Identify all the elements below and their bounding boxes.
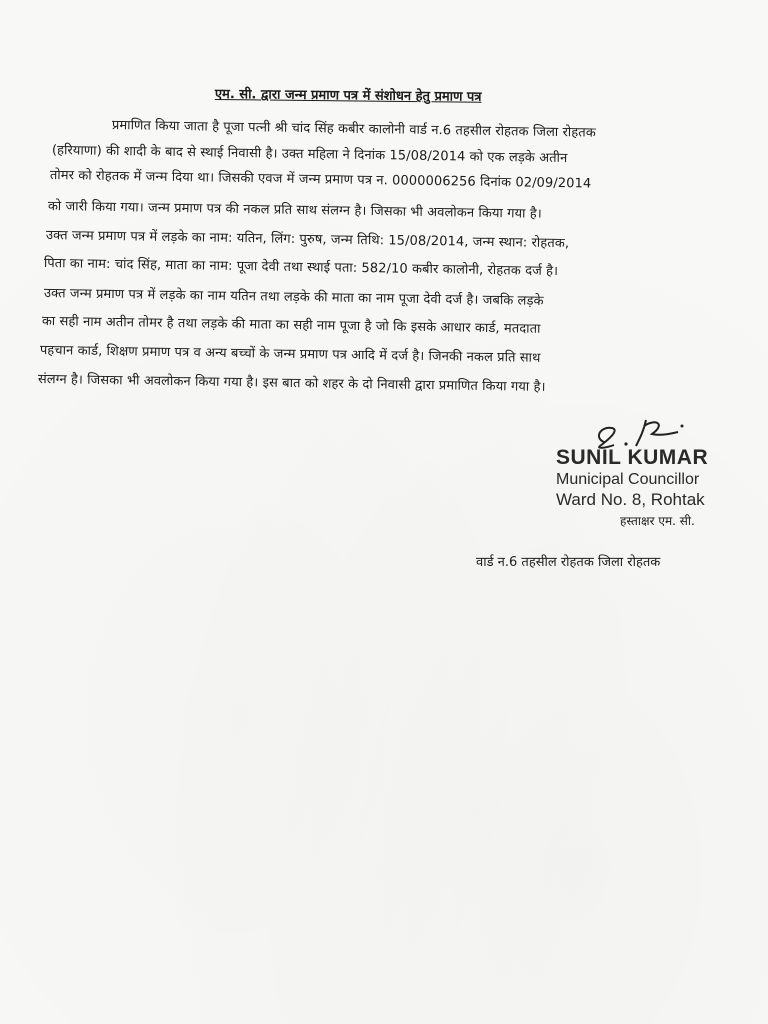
body-line-10: संलग्न है। जिसका भी अवलोकन किया गया है। इस बात को शहर के दो निवासी द्वारा प्रमाणित किया गया है। [37, 372, 546, 395]
stamp-role: Municipal Councillor [556, 471, 700, 488]
address-line: वार्ड न.6 तहसील रोहतक जिला रोहतक [476, 555, 661, 570]
body-line-5: उक्त जन्म प्रमाण पत्र में लड़के का नाम: यतिन, लिंग: पुरुष, जन्म तिथि: 15/08/2014, जन्म स्थान: रोहतक, [45, 228, 570, 252]
councillor-stamp [556, 446, 736, 510]
signature-label: हस्ताक्षर एम. सी. [620, 514, 695, 528]
document-title: एम. सी. द्वारा जन्म प्रमाण पत्र में संशोधन हेतु प्रमाण पत्र [214, 86, 482, 105]
stamp-ward: Ward No. 8, Rohtak [556, 490, 705, 509]
body-line-7: उक्त जन्म प्रमाण पत्र में लड़के का नाम यतिन तथा लड़के की माता का नाम पूजा देवी दर्ज है। जबकि लड़के [43, 286, 544, 309]
body-line-9: पहचान कार्ड, शिक्षण प्रमाण पत्र व अन्य बच्चों के जन्म प्रमाण पत्र आदि में दर्ज है। जिनकी नकल प्रति साथ [39, 343, 541, 366]
body-line-4: को जारी किया गया। जन्म प्रमाण पत्र की नकल प्रति साथ संलग्न है। जिसका भी अवलोकन किया गया है। [47, 199, 542, 222]
body-line-3: तोमर को रोहतक में जन्म दिया था। जिसकी एवज में जन्म प्रमाण पत्र न. 0000006256 दिनांक 02/09/2014 [49, 168, 592, 192]
stamp-name: SUNIL KUMAR [556, 446, 709, 469]
body-line-2: (हरियाणा) की शादी के बाद से स्थाई निवासी है। उक्त महिला ने दिनांक 15/08/2014 को एक लड़के अतीन [51, 143, 568, 167]
body-line-6: पिता का नाम: चांद सिंह, माता का नाम: पूजा देवी तथा स्थाई पता: 582/10 कबीर कालोनी, रोहतक दर्ज है। [43, 256, 559, 280]
body-line-1: प्रमाणित किया जाता है पूजा पत्नी श्री चांद सिंह कबीर कालोनी वार्ड न.6 तहसील रोहतक जिला रोहतक [111, 118, 597, 141]
body-line-8: का सही नाम अतीन तोमर है तथा लड़के की माता का सही नाम पूजा है जो कि इसके आधार कार्ड, मतदाता [41, 314, 541, 337]
